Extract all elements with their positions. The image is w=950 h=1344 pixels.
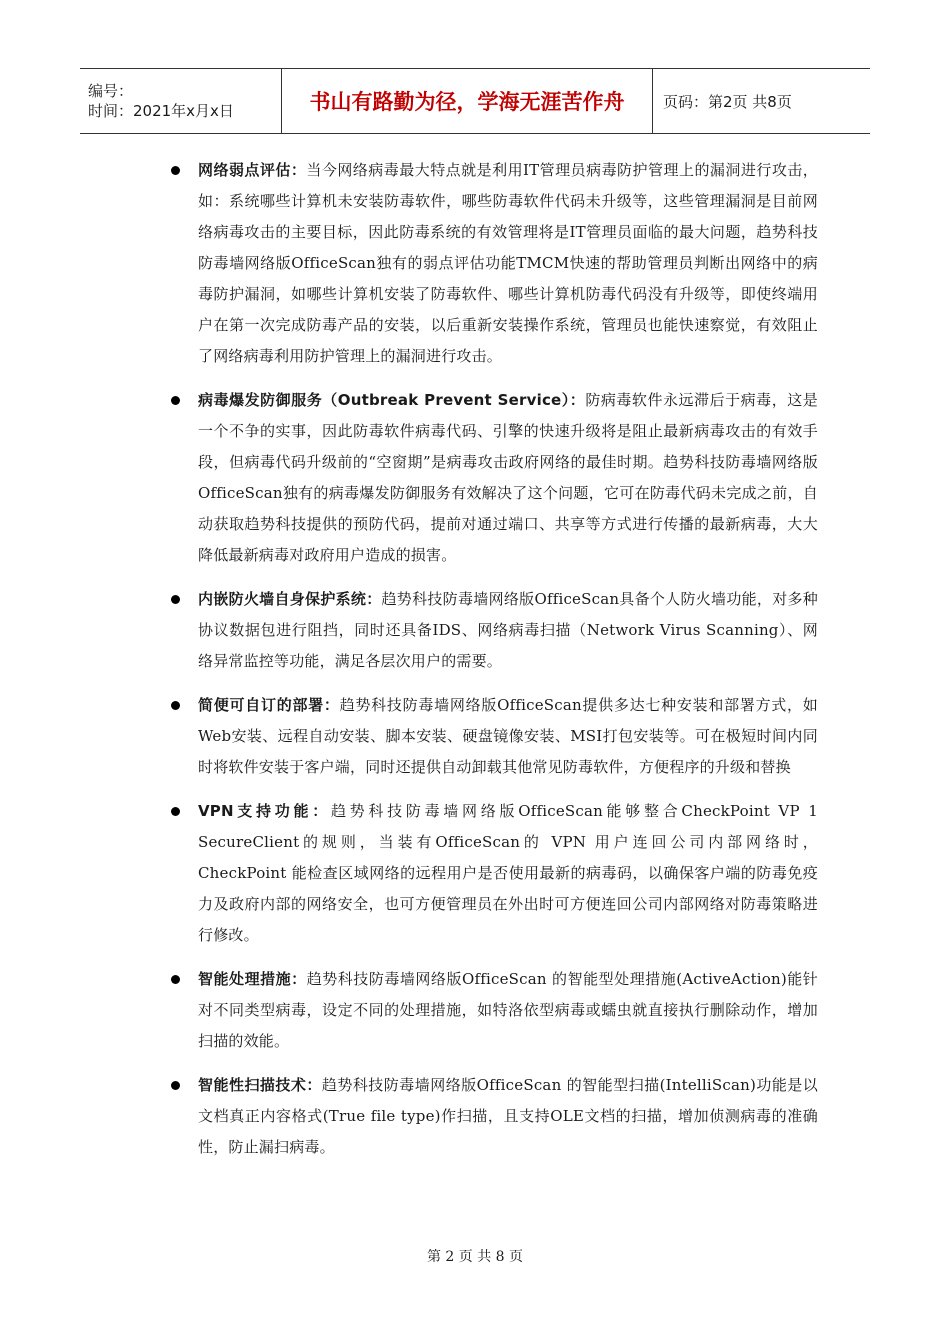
feature-paragraph (198, 385, 818, 571)
bullet-icon (171, 1081, 180, 1090)
feature-item (168, 964, 818, 1057)
bullet-icon (171, 701, 180, 710)
feature-paragraph (198, 1070, 818, 1163)
feature-text: 趋势科技防毒墙网络版OfficeScan能够整合CheckPoint VP 1 SecureClient的规则，当装有OfficeScan的 VPN 用户连回公司内部网络时，CheckPoint 能检查区域网络的远程用户是否使用最新的病毒码，以确保客户端的防毒免疫力及政府内部的网络安全，也可方便管理员在外出时可方便连回公司内部网络对防毒策略进行修改。 (198, 802, 818, 944)
feature-text: 趋势科技防毒墙网络版OfficeScan 的智能型处理措施(ActiveAction)能针对不同类型病毒，设定不同的处理措施，如特洛依型病毒或蠕虫就直接执行删除动作，增加扫描的效能。 (198, 970, 818, 1050)
bullet-icon (171, 975, 180, 984)
page-footer: 第 2 页 共 8 页 (426, 1249, 524, 1265)
header-page-info: 页码：第2页 共8页 (663, 92, 792, 111)
feature-item (168, 796, 818, 951)
feature-title: 简便可自订的部署： (198, 696, 340, 714)
bullet-icon (171, 396, 180, 405)
bullet-icon (171, 807, 180, 816)
header-left-cell (80, 69, 281, 133)
feature-title: 病毒爆发防御服务（Outbreak Prevent Service）： (198, 391, 586, 409)
feature-paragraph (198, 155, 818, 372)
header-motto: 书山有路勤为径，学海无涯苦作舟 (281, 69, 653, 133)
feature-item (168, 690, 818, 783)
feature-text: 防病毒软件永远滞后于病毒，这是一个不争的实事，因此防毒软件病毒代码、引擎的快速升级将是阻止最新病毒攻击的有效手段，但病毒代码升级前的“空窗期”是病毒攻击政府网络的最佳时期。趋势科技防毒墙网络版OfficeScan独有的病毒爆发防御服务有效解决了这个问题，它可在防毒代码未完成之前，自动获取趋势科技提供的预防代码，提前对通过端口、共享等方式进行传播的最新病毒，大大降低最新病毒对政府用户造成的损害。 (198, 391, 818, 564)
feature-title: VPN支持功能： (198, 802, 331, 820)
bullet-icon (171, 595, 180, 604)
feature-item (168, 155, 818, 372)
feature-text: 趋势科技防毒墙网络版OfficeScan 的智能型扫描(IntelliScan)功能是以文档真正内容格式(True file type)作扫描，且支持OLE文档的扫描，增加侦测病毒的准确性，防止漏扫病毒。 (198, 1076, 818, 1156)
page-header (80, 68, 870, 134)
feature-text: 当今网络病毒最大特点就是利用IT管理员病毒防护管理上的漏洞进行攻击，如：系统哪些计算机未安装防毒软件，哪些防毒软件代码未升级等，这些管理漏洞是目前网络病毒攻击的主要目标，因此防毒系统的有效管理将是IT管理员面临的最大问题，趋势科技防毒墙网络版OfficeScan独有的弱点评估功能TMCM快速的帮助管理员判断出网络中的病毒防护漏洞，如哪些计算机安装了防毒软件、哪些计算机防毒代码没有升级等，即使终端用户在第一次完成防毒产品的安装，以后重新安装操作系统，管理员也能快速察觉，有效阻止了网络病毒利用防护管理上的漏洞进行攻击。 (198, 161, 819, 365)
feature-paragraph (198, 690, 818, 783)
feature-title: 网络弱点评估： (198, 161, 307, 179)
feature-title: 智能性扫描技术： (198, 1076, 322, 1094)
feature-text: 趋势科技防毒墙网络版OfficeScan提供多达七种安装和部署方式，如Web安装、远程自动安装、脚本安装、硬盘镜像安装、MSI打包安装等。可在极短时间内同时将软件安装于客户端，同时还提供自动卸载其他常见防毒软件，方便程序的升级和替换 (198, 696, 818, 776)
feature-paragraph (198, 796, 818, 951)
document-number-label: 编号： (88, 82, 134, 100)
feature-paragraph (198, 964, 818, 1057)
document-time-label: 时间：2021年x月x日 (88, 102, 234, 120)
feature-item (168, 584, 818, 677)
feature-paragraph (198, 584, 818, 677)
document-body (168, 155, 818, 1176)
feature-title: 智能处理措施： (198, 970, 307, 988)
feature-item (168, 1070, 818, 1163)
feature-text: 趋势科技防毒墙网络版OfficeScan具备个人防火墙功能，对多种协议数据包进行阻挡，同时还具备IDS、网络病毒扫描（Network Virus Scanning）、网络异常监控等功能，满足各层次用户的需要。 (198, 590, 818, 670)
feature-item (168, 385, 818, 571)
bullet-icon (171, 166, 180, 175)
feature-title: 内嵌防火墙自身保护系统： (198, 590, 382, 608)
